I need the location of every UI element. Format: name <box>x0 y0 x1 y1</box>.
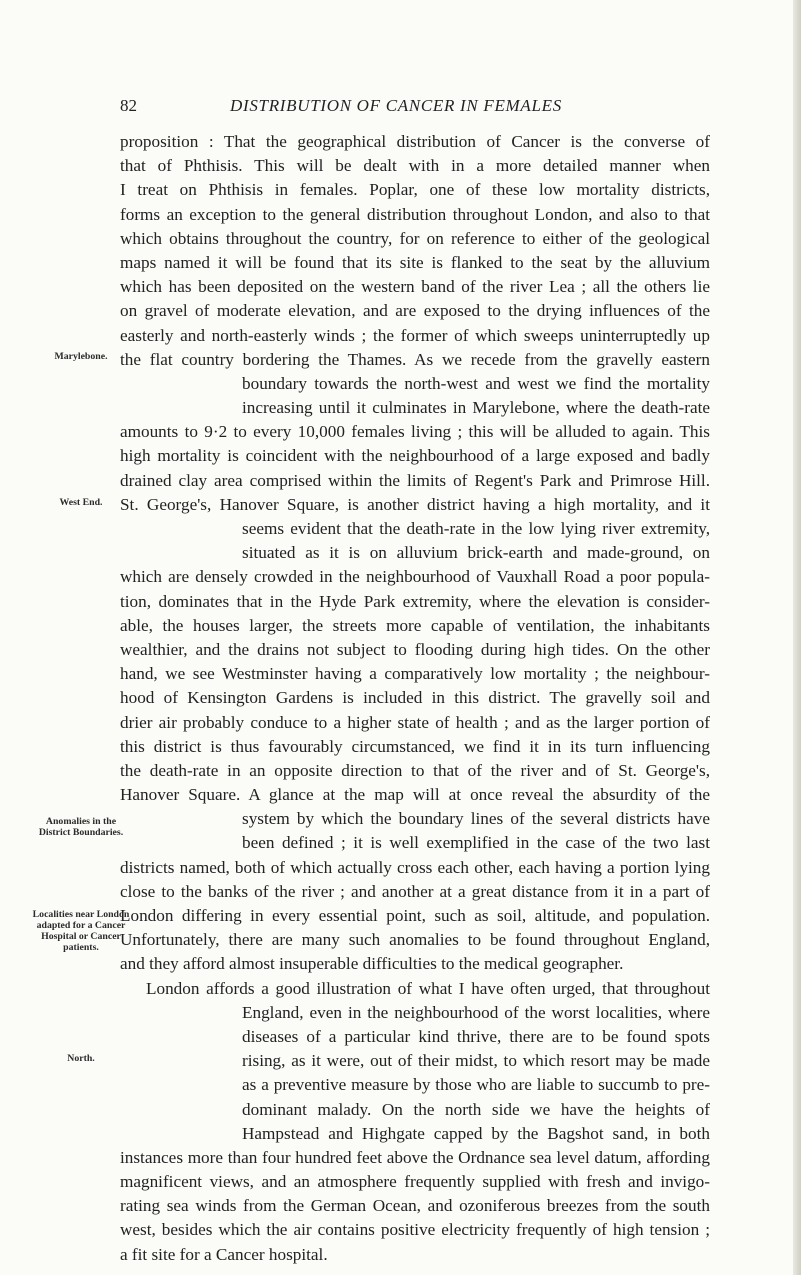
text-line: situated as it is on alluvium brick-earth and made-ground, on <box>242 543 710 563</box>
text-line: this district is thus favourably circumstanced, we find it in its turn influencing <box>120 736 710 756</box>
text-line: drained clay area comprised within the limits of Regent's Park and Primrose Hill. <box>120 470 710 490</box>
margin-note-anomalies: Anomalies in the District Boundaries. <box>38 816 124 838</box>
text-line: that of Phthisis. This will be dealt with in a more detailed manner when <box>120 156 710 176</box>
margin-note-west-end: West End. <box>59 497 103 508</box>
text-line: on gravel of moderate elevation, and are exposed to the drying influences of the <box>120 301 710 321</box>
text-line: and they afford almost insuperable difficulties to the medical geographer. <box>120 954 624 974</box>
running-head <box>120 96 710 124</box>
text-line: rating sea winds from the German Ocean, and ozoniferous breezes from the south <box>120 1196 710 1216</box>
text-line: easterly and north-easterly winds ; the former of which sweeps uninterruptedly up <box>120 325 710 345</box>
text-line: England, even in the neighbourhood of the worst localities, where <box>242 1002 710 1022</box>
text-line: tion, dominates that in the Hyde Park extremity, where the elevation is consider- <box>120 591 710 611</box>
text-line: rising, as it were, out of their midst, to which resort may be made <box>242 1051 710 1071</box>
text-line: instances more than four hundred feet above the Ordnance sea level datum, affording <box>120 1147 710 1167</box>
text-line: magnificent views, and an atmosphere frequently supplied with fresh and invigo- <box>120 1172 710 1192</box>
text-line: London affords a good illustration of what I have often urged, that throughout <box>146 978 710 998</box>
text-line: the flat country bordering the Thames. As we recede from the gravelly eastern <box>120 349 710 369</box>
text-line: drier air probably conduce to a higher state of health ; and as the larger portion of <box>120 712 710 732</box>
body-text <box>120 130 710 1267</box>
text-line: hand, we see Westminster having a comparatively low mortality ; the neighbour- <box>120 664 710 684</box>
text-line: a fit site for a Cancer hospital. <box>120 1244 328 1264</box>
text-line: I treat on Phthisis in females. Poplar, one of these low mortality districts, <box>120 180 710 200</box>
text-line: been defined ; it is well exemplified in the case of the two last <box>242 833 710 853</box>
text-line: boundary towards the north-west and west we find the mortality <box>242 373 710 393</box>
text-line: as a preventive measure by those who are liable to succumb to pre- <box>242 1075 710 1095</box>
text-line: diseases of a particular kind thrive, there are to be found spots <box>242 1026 710 1046</box>
text-line: which obtains throughout the country, for on reference to either of the geological <box>120 228 710 248</box>
text-line: seems evident that the death-rate in the low lying river extremity, <box>242 519 710 538</box>
text-line: forms an exception to the general distribution throughout London, and also to that <box>120 204 710 224</box>
text-line: maps named it will be found that its site is flanked to the seat by the alluvium <box>120 252 710 272</box>
margin-note-north: North. <box>67 1053 95 1064</box>
text-line: system by which the boundary lines of the several districts have <box>242 809 710 829</box>
text-line: dominant malady. On the north side we have the heights of <box>242 1099 710 1119</box>
text-line: the death-rate in an opposite direction to that of the river and of St. George's, <box>120 760 710 780</box>
page-edge-shadow <box>793 0 801 1275</box>
running-title: DISTRIBUTION OF CANCER IN FEMALES <box>230 96 562 115</box>
text-line: west, besides which the air contains positive electricity frequently of high tension ; <box>120 1220 710 1240</box>
text-line: Hampstead and Highgate capped by the Bagshot sand, in both <box>242 1123 710 1143</box>
text-line: Hanover Square. A glance at the map will at once reveal the absurdity of the <box>120 785 710 805</box>
text-line: able, the houses larger, the streets more capable of ventilation, the inhabitants <box>120 615 710 635</box>
text-line: proposition : That the geographical distribution of Cancer is the converse of <box>120 132 710 151</box>
text-line: wealthier, and the drains not subject to flooding during high tides. On the other <box>120 639 710 659</box>
text-line: which has been deposited on the western band of the river Lea ; all the others lie <box>120 277 710 297</box>
text-line: Unfortunately, there are many such anomalies to be found throughout England, <box>120 930 710 950</box>
text-line: St. George's, Hanover Square, is another district having a high mortality, and it <box>120 494 710 514</box>
text-line: amounts to 9·2 to every 10,000 females living ; this will be alluded to again. This <box>120 422 710 442</box>
page-number: 82 <box>120 96 137 115</box>
margin-note-marylebone: Marylebone. <box>54 351 108 362</box>
text-line: which are densely crowded in the neighbourhood of Vauxhall Road a poor popula- <box>120 567 710 587</box>
text-line: hood of Kensington Gardens is included in this district. The gravelly soil and <box>120 688 710 708</box>
margin-note-localities: Localities near London adapted for a Cancer Hospital or Cancer patients. <box>32 909 130 953</box>
text-line: high mortality is coincident with the neighbourhood of a large exposed and badly <box>120 446 710 466</box>
text-line: London differing in every essential point, such as soil, altitude, and population. <box>120 906 710 925</box>
text-line: close to the banks of the river ; and another at a great distance from it in a part of <box>120 881 710 901</box>
text-line: districts named, both of which actually cross each other, each having a portion lying <box>120 857 710 877</box>
text-line: increasing until it culminates in Marylebone, where the death-rate <box>242 398 710 418</box>
